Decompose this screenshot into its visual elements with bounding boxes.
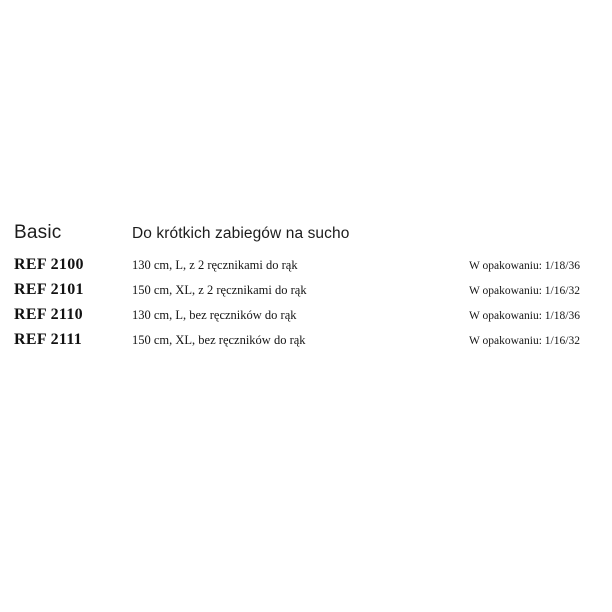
packaging-info: W opakowaniu: 1/18/36 <box>469 260 580 272</box>
packaging-info: W opakowaniu: 1/18/36 <box>469 310 580 322</box>
item-description: 130 cm, L, z 2 ręcznikami do rąk <box>132 258 298 272</box>
table-row <box>14 331 598 356</box>
ref-code: REF 2111 <box>14 331 83 348</box>
product-table <box>14 222 598 356</box>
item-description: 130 cm, L, bez ręczników do rąk <box>132 308 297 322</box>
table-header-row <box>14 222 598 256</box>
series-description: Do krótkich zabiegów na sucho <box>132 225 350 242</box>
ref-code: REF 2110 <box>14 306 83 323</box>
item-description: 150 cm, XL, bez ręczników do rąk <box>132 333 306 347</box>
ref-code: REF 2101 <box>14 281 84 298</box>
packaging-info: W opakowaniu: 1/16/32 <box>469 335 580 347</box>
table-row <box>14 306 598 331</box>
table-row <box>14 281 598 306</box>
item-description: 150 cm, XL, z 2 ręcznikami do rąk <box>132 283 307 297</box>
ref-code: REF 2100 <box>14 256 84 273</box>
table-row <box>14 256 598 281</box>
packaging-info: W opakowaniu: 1/16/32 <box>469 285 580 297</box>
series-name: Basic <box>14 222 62 243</box>
